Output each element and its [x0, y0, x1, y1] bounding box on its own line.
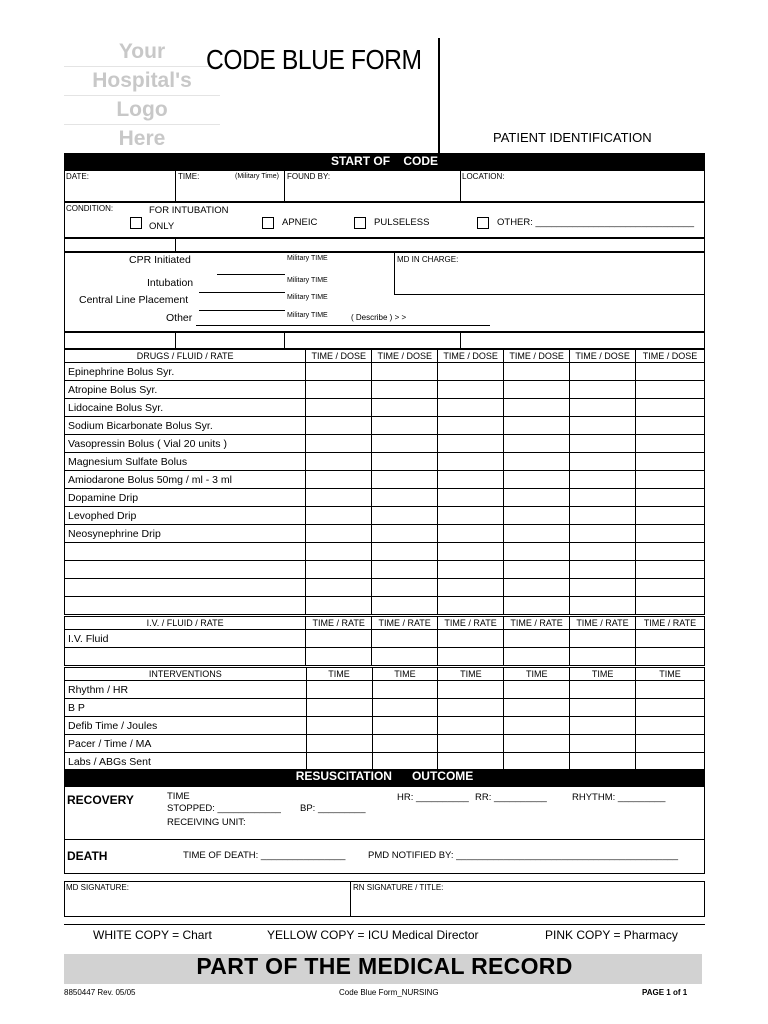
intervention-row-entry-cell[interactable]	[504, 735, 570, 753]
time-rate-header: TIME / RATE	[635, 617, 704, 630]
drug-row-entry-cell[interactable]	[636, 525, 705, 543]
drug-row-entry-cell[interactable]	[636, 399, 705, 417]
drug-row-entry-cell[interactable]	[306, 489, 372, 507]
intervention-row-label: B P	[65, 699, 307, 717]
death-label: DEATH	[67, 849, 108, 863]
divider	[284, 170, 285, 202]
drug-row	[65, 489, 705, 507]
drug-row	[65, 453, 705, 471]
drug-row-entry-cell[interactable]	[570, 561, 636, 579]
drug-row-entry-cell[interactable]	[504, 399, 570, 417]
drug-row-entry-cell[interactable]	[636, 417, 705, 435]
logo-line-2: Hospital's	[64, 66, 220, 95]
drug-row-entry-cell[interactable]	[570, 381, 636, 399]
iv-row	[65, 648, 705, 666]
rr-field[interactable]: RR: __________	[475, 792, 547, 803]
intervention-row-entry-cell[interactable]	[636, 699, 705, 717]
drug-row-label: Epinephrine Bolus Syr.	[65, 363, 306, 381]
intervention-row-entry-cell[interactable]	[372, 717, 438, 735]
time-rate-header: TIME / RATE	[504, 617, 570, 630]
drug-row-entry-cell[interactable]	[372, 471, 438, 489]
intervention-row	[65, 753, 705, 771]
drug-row-label	[65, 597, 306, 615]
drug-row-entry-cell[interactable]	[372, 579, 438, 597]
drug-row-entry-cell[interactable]	[372, 381, 438, 399]
time-rate-header: TIME / RATE	[438, 617, 504, 630]
drug-row-entry-cell[interactable]	[504, 363, 570, 381]
stopped-field[interactable]: STOPPED: ____________	[167, 803, 281, 814]
intervention-row-entry-cell[interactable]	[438, 717, 504, 735]
intervention-row-entry-cell[interactable]	[306, 717, 372, 735]
start-of-code-bar: START OF CODE	[64, 153, 705, 170]
military-time-note: (Military Time)	[235, 173, 279, 180]
intubation-military-time[interactable]: Military TIME	[287, 277, 328, 284]
divider	[394, 294, 705, 295]
drug-row-entry-cell[interactable]	[504, 381, 570, 399]
page-number: PAGE 1 of 1	[642, 988, 688, 997]
iv-row-entry-cell[interactable]	[504, 648, 570, 666]
iv-row-entry-cell[interactable]	[372, 648, 438, 666]
drug-row-entry-cell[interactable]	[372, 597, 438, 615]
time-header: TIME	[504, 668, 570, 681]
pulseless-checkbox[interactable]	[354, 217, 366, 229]
drug-row-entry-cell[interactable]	[306, 561, 372, 579]
drug-row-entry-cell[interactable]	[504, 579, 570, 597]
intervention-row-entry-cell[interactable]	[306, 681, 372, 699]
patient-identification-label: PATIENT IDENTIFICATION	[493, 130, 652, 145]
interventions-table	[64, 667, 705, 771]
drug-row-entry-cell[interactable]	[636, 507, 705, 525]
time-header: TIME	[636, 668, 705, 681]
drug-row-entry-cell[interactable]	[306, 363, 372, 381]
drug-row-entry-cell[interactable]	[438, 489, 504, 507]
drug-row-entry-cell[interactable]	[570, 579, 636, 597]
time-header: TIME	[438, 668, 504, 681]
logo-line-4: Here	[64, 124, 220, 153]
intervention-row-entry-cell[interactable]	[438, 735, 504, 753]
drug-row-entry-cell[interactable]	[372, 543, 438, 561]
intervention-row-entry-cell[interactable]	[372, 735, 438, 753]
intervention-row-entry-cell[interactable]	[570, 735, 636, 753]
intervention-row-entry-cell[interactable]	[372, 681, 438, 699]
iv-row-entry-cell[interactable]	[306, 630, 372, 648]
logo-line-3: Logo	[64, 95, 220, 124]
drug-row-entry-cell[interactable]	[438, 507, 504, 525]
drug-row	[65, 399, 705, 417]
form-name: Code Blue Form_NURSING	[339, 988, 439, 997]
intervention-row-entry-cell[interactable]	[570, 681, 636, 699]
drug-row-entry-cell[interactable]	[636, 489, 705, 507]
drug-row-entry-cell[interactable]	[438, 561, 504, 579]
iv-row-entry-cell[interactable]	[570, 630, 636, 648]
intervention-row-entry-cell[interactable]	[504, 753, 570, 771]
divider	[64, 839, 705, 840]
header-divider	[438, 38, 440, 162]
time-field[interactable]: TIME:	[178, 172, 200, 181]
time-rate-header: TIME / RATE	[570, 617, 636, 630]
drug-row-entry-cell[interactable]	[372, 363, 438, 381]
intervention-row-entry-cell[interactable]	[636, 717, 705, 735]
drugs-table	[64, 349, 705, 615]
drug-row-entry-cell[interactable]	[504, 597, 570, 615]
intervention-row-entry-cell[interactable]	[438, 753, 504, 771]
describe-line[interactable]	[196, 325, 490, 326]
receiving-unit-field[interactable]: RECEIVING UNIT:	[167, 817, 246, 828]
drug-row-entry-cell[interactable]	[438, 579, 504, 597]
iv-header: I.V. / FLUID / RATE	[65, 617, 306, 630]
intervention-row-entry-cell[interactable]	[438, 681, 504, 699]
logo-line-1: Your	[118, 40, 166, 63]
rn-signature-field[interactable]: RN SIGNATURE / TITLE:	[353, 883, 444, 892]
drug-row-entry-cell[interactable]	[306, 381, 372, 399]
central-line-line[interactable]	[199, 292, 285, 293]
drug-row-entry-cell[interactable]	[372, 435, 438, 453]
drug-row	[65, 543, 705, 561]
drug-row	[65, 417, 705, 435]
central-line-military-time[interactable]: Military TIME	[287, 294, 328, 301]
time-header: TIME	[372, 668, 438, 681]
drug-row-entry-cell[interactable]	[372, 399, 438, 417]
other-military-time[interactable]: Military TIME	[287, 312, 328, 319]
intervention-row-label: Pacer / Time / MA	[65, 735, 307, 753]
intubation-label: Intubation	[147, 277, 194, 289]
intubation-line[interactable]	[217, 274, 285, 275]
drug-row-entry-cell[interactable]	[306, 471, 372, 489]
intervention-row-entry-cell[interactable]	[570, 753, 636, 771]
drugs-header: DRUGS / FLUID / RATE	[65, 350, 306, 363]
intervention-row-entry-cell[interactable]	[636, 681, 705, 699]
time-dose-header: TIME / DOSE	[306, 350, 372, 363]
drug-row-label	[65, 579, 306, 597]
drug-row-entry-cell[interactable]	[504, 435, 570, 453]
drug-row-label: Sodium Bicarbonate Bolus Syr.	[65, 417, 306, 435]
drug-row-entry-cell[interactable]	[306, 453, 372, 471]
drug-row-entry-cell[interactable]	[306, 579, 372, 597]
intervention-row-entry-cell[interactable]	[372, 753, 438, 771]
intervention-row-label: Defib Time / Joules	[65, 717, 307, 735]
iv-row-entry-cell[interactable]	[306, 648, 372, 666]
intervention-row	[65, 681, 705, 699]
drug-row-entry-cell[interactable]	[636, 381, 705, 399]
drug-row	[65, 561, 705, 579]
drug-row-label: Vasopressin Bolus ( Vial 20 units )	[65, 435, 306, 453]
iv-row	[65, 630, 705, 648]
describe-label: ( Describe ) > >	[351, 313, 407, 322]
intervention-row	[65, 717, 705, 735]
other-procedure-label: Other	[166, 312, 193, 324]
intervention-row-entry-cell[interactable]	[306, 753, 372, 771]
md-signature-field[interactable]: MD SIGNATURE:	[66, 883, 129, 892]
time-dose-header: TIME / DOSE	[372, 350, 438, 363]
blank-row-2	[64, 332, 705, 349]
recovery-time-label: TIME	[167, 791, 190, 802]
intervention-row	[65, 735, 705, 753]
drug-row-entry-cell[interactable]	[372, 417, 438, 435]
iv-row-entry-cell[interactable]	[504, 630, 570, 648]
drug-row-entry-cell[interactable]	[372, 525, 438, 543]
drug-row-label: Magnesium Sulfate Bolus	[65, 453, 306, 471]
divider	[460, 332, 461, 349]
drug-row-entry-cell[interactable]	[372, 561, 438, 579]
central-line-label: Central Line Placement	[79, 294, 189, 306]
intubation-only-checkbox[interactable]	[130, 217, 142, 229]
drug-row-entry-cell[interactable]	[504, 525, 570, 543]
intervention-row-label: Labs / ABGs Sent	[65, 753, 307, 771]
intervention-row-entry-cell[interactable]	[306, 699, 372, 717]
divider	[175, 170, 176, 202]
intervention-row-entry-cell[interactable]	[372, 699, 438, 717]
drug-row-label: Atropine Bolus Syr.	[65, 381, 306, 399]
drug-row-label: Lidocaine Bolus Syr.	[65, 399, 306, 417]
location-field[interactable]: LOCATION:	[462, 172, 505, 181]
drug-row	[65, 435, 705, 453]
iv-row-entry-cell[interactable]	[438, 648, 504, 666]
drug-row	[65, 471, 705, 489]
divider	[175, 332, 176, 349]
drug-row	[65, 363, 705, 381]
drug-row-entry-cell[interactable]	[306, 597, 372, 615]
iv-row-entry-cell[interactable]	[372, 630, 438, 648]
drug-row	[65, 579, 705, 597]
drug-row-entry-cell[interactable]	[438, 471, 504, 489]
iv-row-label: I.V. Fluid	[65, 630, 306, 648]
drug-row-label: Levophed Drip	[65, 507, 306, 525]
intervention-row-entry-cell[interactable]	[504, 681, 570, 699]
divider	[394, 252, 395, 294]
drug-row-entry-cell[interactable]	[504, 507, 570, 525]
iv-row-entry-cell[interactable]	[635, 648, 704, 666]
drug-row	[65, 381, 705, 399]
drug-row-label: Neosynephrine Drip	[65, 525, 306, 543]
iv-row-entry-cell[interactable]	[438, 630, 504, 648]
intervention-row-entry-cell[interactable]	[306, 735, 372, 753]
time-of-death-field[interactable]: TIME OF DEATH: ________________	[183, 850, 346, 861]
intervention-row	[65, 699, 705, 717]
interventions-header: INTERVENTIONS	[65, 668, 307, 681]
intervention-row-entry-cell[interactable]	[504, 717, 570, 735]
blank-row	[64, 238, 705, 252]
recovery-label: RECOVERY	[67, 793, 134, 807]
drug-row-label: Dopamine Drip	[65, 489, 306, 507]
resuscitation-outcome-bar: RESUSCITATION OUTCOME	[64, 769, 705, 786]
hospital-logo-placeholder	[64, 38, 220, 150]
drug-row-entry-cell[interactable]	[570, 471, 636, 489]
drug-row-entry-cell[interactable]	[504, 471, 570, 489]
bp-field[interactable]: BP: _________	[300, 803, 366, 814]
other-checkbox[interactable]	[477, 217, 489, 229]
divider	[64, 924, 705, 925]
drug-row-entry-cell[interactable]	[306, 507, 372, 525]
drug-row-entry-cell[interactable]	[306, 399, 372, 417]
yellow-copy-label: YELLOW COPY = ICU Medical Director	[267, 928, 479, 942]
apneic-label: APNEIC	[282, 217, 318, 228]
pink-copy-label: PINK COPY = Pharmacy	[545, 928, 678, 942]
white-copy-label: WHITE COPY = Chart	[93, 928, 212, 942]
time-dose-header: TIME / DOSE	[570, 350, 636, 363]
intervention-row-entry-cell[interactable]	[636, 753, 705, 771]
drug-row-entry-cell[interactable]	[504, 543, 570, 561]
intervention-row-label: Rhythm / HR	[65, 681, 307, 699]
time-header: TIME	[306, 668, 372, 681]
drug-row-entry-cell[interactable]	[438, 453, 504, 471]
drug-row-entry-cell[interactable]	[438, 525, 504, 543]
drug-row-entry-cell[interactable]	[438, 381, 504, 399]
drug-row-entry-cell[interactable]	[504, 489, 570, 507]
rhythm-field[interactable]: RHYTHM: _________	[572, 792, 666, 803]
time-dose-header: TIME / DOSE	[504, 350, 570, 363]
drug-row-entry-cell[interactable]	[438, 363, 504, 381]
only-label: ONLY	[149, 221, 175, 232]
iv-table	[64, 616, 705, 666]
time-rate-header: TIME / RATE	[372, 617, 438, 630]
pulseless-label: PULSELESS	[374, 217, 430, 228]
medical-record-text: PART OF THE MEDICAL RECORD	[196, 953, 573, 979]
drug-row-entry-cell[interactable]	[636, 435, 705, 453]
drug-row-entry-cell[interactable]	[570, 435, 636, 453]
drug-row-entry-cell[interactable]	[636, 453, 705, 471]
intervention-row-entry-cell[interactable]	[636, 735, 705, 753]
cpr-initiated-label: CPR Initiated	[129, 254, 191, 266]
time-dose-header: TIME / DOSE	[636, 350, 705, 363]
found-by-field[interactable]: FOUND BY:	[287, 172, 331, 181]
drug-row-entry-cell[interactable]	[636, 597, 705, 615]
time-dose-header: TIME / DOSE	[438, 350, 504, 363]
drug-row-entry-cell[interactable]	[438, 597, 504, 615]
drug-row-entry-cell[interactable]	[570, 543, 636, 561]
drug-row-entry-cell[interactable]	[636, 543, 705, 561]
drug-row-entry-cell[interactable]	[570, 525, 636, 543]
drug-row-entry-cell[interactable]	[570, 363, 636, 381]
hr-field[interactable]: HR: __________	[397, 792, 469, 803]
drug-row-entry-cell[interactable]	[570, 489, 636, 507]
divider	[350, 881, 351, 917]
other-condition-field[interactable]: OTHER: ______________________________	[497, 217, 695, 228]
form-number: 8850447 Rev. 05/05	[64, 988, 136, 997]
intervention-row-entry-cell[interactable]	[438, 699, 504, 717]
drug-row-entry-cell[interactable]	[504, 453, 570, 471]
date-field[interactable]: DATE:	[66, 172, 89, 181]
drug-row-entry-cell[interactable]	[306, 543, 372, 561]
drug-row-label	[65, 543, 306, 561]
time-rate-header: TIME / RATE	[306, 617, 372, 630]
for-intubation-label: FOR INTUBATION	[149, 205, 229, 216]
drug-row-entry-cell[interactable]	[438, 417, 504, 435]
drug-row-entry-cell[interactable]	[570, 597, 636, 615]
cpr-military-time[interactable]: Military TIME	[287, 255, 328, 262]
drug-row-entry-cell[interactable]	[306, 525, 372, 543]
form-title: CODE BLUE FORM	[206, 44, 422, 75]
iv-row-entry-cell[interactable]	[570, 648, 636, 666]
intervention-row-entry-cell[interactable]	[570, 717, 636, 735]
drug-row-entry-cell[interactable]	[570, 453, 636, 471]
intervention-row-entry-cell[interactable]	[570, 699, 636, 717]
drug-row-entry-cell[interactable]	[372, 507, 438, 525]
drug-row-entry-cell[interactable]	[306, 435, 372, 453]
drug-row-entry-cell[interactable]	[372, 453, 438, 471]
drug-row-entry-cell[interactable]	[438, 399, 504, 417]
drug-row-entry-cell[interactable]	[636, 561, 705, 579]
intervention-row-entry-cell[interactable]	[504, 699, 570, 717]
drug-row-entry-cell[interactable]	[570, 507, 636, 525]
drug-row-entry-cell[interactable]	[636, 363, 705, 381]
row-date-time	[64, 170, 705, 202]
drug-row-entry-cell[interactable]	[636, 471, 705, 489]
divider	[175, 238, 176, 252]
md-in-charge-field[interactable]: MD IN CHARGE:	[397, 255, 459, 264]
condition-label: CONDITION:	[66, 204, 114, 213]
drug-row-label: Amiodarone Bolus 50mg / ml - 3 ml	[65, 471, 306, 489]
drug-row-entry-cell[interactable]	[504, 417, 570, 435]
divider	[284, 332, 285, 349]
drug-row-entry-cell[interactable]	[570, 399, 636, 417]
time-header: TIME	[570, 668, 636, 681]
drug-row-entry-cell[interactable]	[306, 417, 372, 435]
pmd-notified-field[interactable]: PMD NOTIFIED BY: __________________________________________	[368, 850, 679, 861]
iv-row-label	[65, 648, 306, 666]
drug-row-entry-cell[interactable]	[636, 579, 705, 597]
drug-row	[65, 597, 705, 615]
drug-row-entry-cell[interactable]	[372, 489, 438, 507]
drug-row	[65, 507, 705, 525]
divider	[460, 170, 461, 202]
drug-row-entry-cell[interactable]	[570, 417, 636, 435]
apneic-checkbox[interactable]	[262, 217, 274, 229]
drug-row-entry-cell[interactable]	[438, 435, 504, 453]
iv-row-entry-cell[interactable]	[635, 630, 704, 648]
drug-row	[65, 525, 705, 543]
drug-row-entry-cell[interactable]	[438, 543, 504, 561]
other-procedure-line[interactable]	[199, 310, 285, 311]
drug-row-label	[65, 561, 306, 579]
drug-row-entry-cell[interactable]	[504, 561, 570, 579]
